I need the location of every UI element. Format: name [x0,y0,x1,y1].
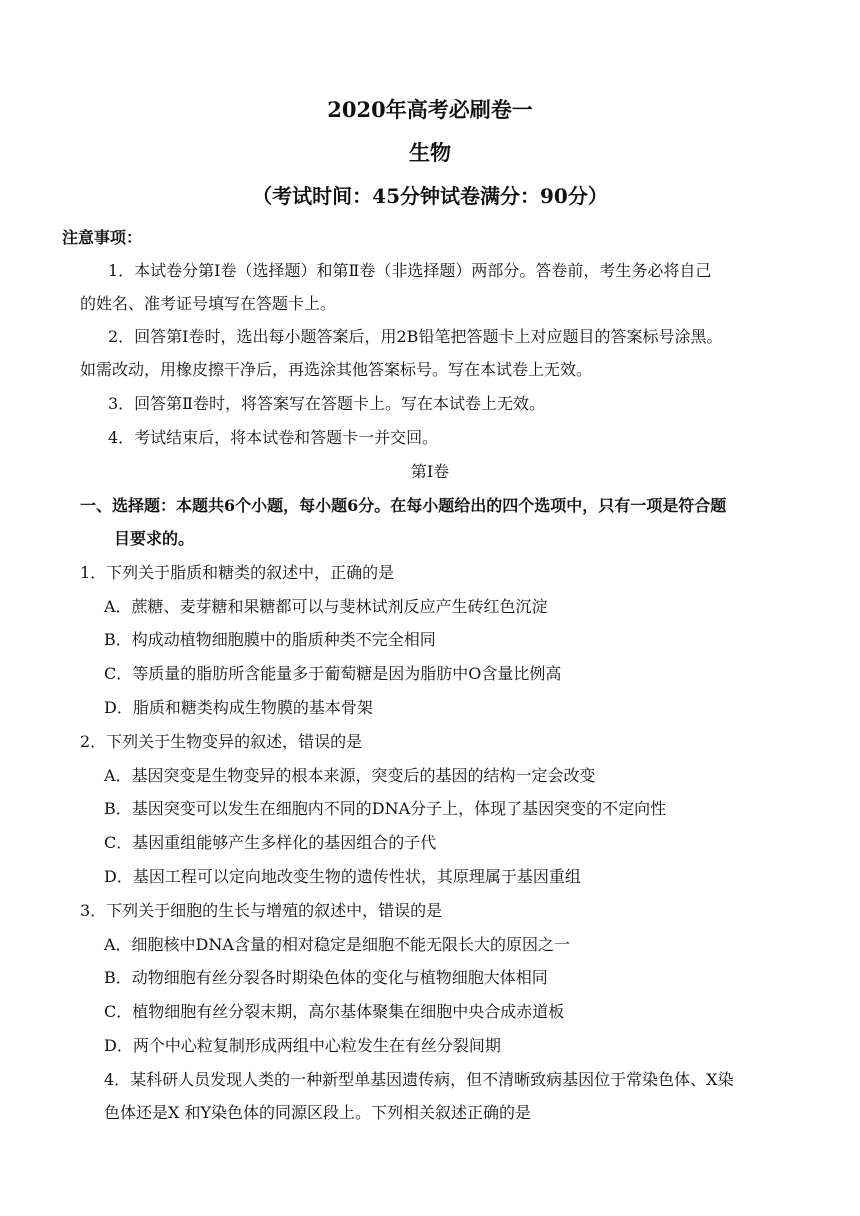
exam-title: 2020年高考必刷卷一 [327,97,533,122]
question-1-option-a: A．蔗糖、麦芽糖和果糖都可以与斐林试剂反应产生砖红色沉淀 [104,597,548,616]
question-2-option-d: D．基因工程可以定向地改变生物的遗传性状，其原理属于基因重组 [104,867,581,886]
question-4-stem-line-1: 4．某科研人员发现人类的一种新型单基因遗传病，但不清晰致病基因位于常染色体、X染 [104,1070,734,1089]
question-2-option-c: C．基因重组能够产生多样化的基因组合的子代 [104,833,437,852]
question-1-option-d: D．脂质和糖类构成生物膜的基本骨架 [104,698,373,717]
notes-heading: 注意事项： [62,228,143,247]
note-item-1-line-2: 的姓名、准考证号填写在答题卡上。 [80,294,337,313]
question-2-option-a: A．基因突变是生物变异的根本来源，突变后的基因的结构一定会改变 [104,766,596,785]
note-item-2-line-1: 2．回答第Ⅰ卷时，选出每小题答案后，用2B铅笔把答题卡上对应题目的答案标号涂黑。 [108,327,723,346]
question-2-stem: 2．下列关于生物变异的叙述，错误的是 [80,732,363,751]
question-3-option-a: A．细胞核中DNA含量的相对稳定是细胞不能无限长大的原因之一 [104,935,570,954]
question-2-option-b: B．基因突变可以发生在细胞内不同的DNA分子上，体现了基因突变的不定向性 [104,799,667,818]
question-3-option-d: D．两个中心粒复制形成两组中心粒发生在有丝分裂间期 [104,1036,501,1055]
section-1-heading-line-1: 一、选择题：本题共6个小题，每小题6分。在每小题给出的四个选项中，只有一项是符合题 [80,496,727,515]
question-3-stem: 3．下列关于细胞的生长与增殖的叙述中，错误的是 [80,901,443,920]
volume-label: 第Ⅰ卷 [410,462,450,481]
question-3-option-c: C．植物细胞有丝分裂末期，高尔基体聚集在细胞中央合成赤道板 [104,1002,565,1021]
question-1-option-b: B．构成动植物细胞膜中的脂质种类不完全相同 [104,630,436,649]
note-item-1-line-1: 1．本试卷分第Ⅰ卷（选择题）和第Ⅱ卷（非选择题）两部分。答卷前，考生务必将自己 [108,261,712,280]
note-item-2-line-2: 如需改动，用橡皮擦干净后，再选涂其他答案标号。写在本试卷上无效。 [80,360,593,379]
question-4-stem-line-2: 色体还是X 和Y染色体的同源区段上。下列相关叙述正确的是 [104,1103,532,1122]
exam-info: （考试时间：45分钟试卷满分：90分） [252,184,608,208]
note-item-4: 4．考试结束后，将本试卷和答题卡一并交回。 [108,428,439,447]
subject-title: 生物 [409,140,451,165]
note-item-3: 3．回答第Ⅱ卷时，将答案写在答题卡上。写在本试卷上无效。 [108,394,546,413]
question-3-option-b: B．动物细胞有丝分裂各时期染色体的变化与植物细胞大体相同 [104,968,548,987]
question-1-option-c: C．等质量的脂肪所含能量多于葡萄糖是因为脂肪中O含量比例高 [104,664,562,683]
question-1-stem: 1．下列关于脂质和糖类的叙述中，正确的是 [80,563,395,582]
section-1-heading-line-2: 目要求的。 [114,529,195,548]
